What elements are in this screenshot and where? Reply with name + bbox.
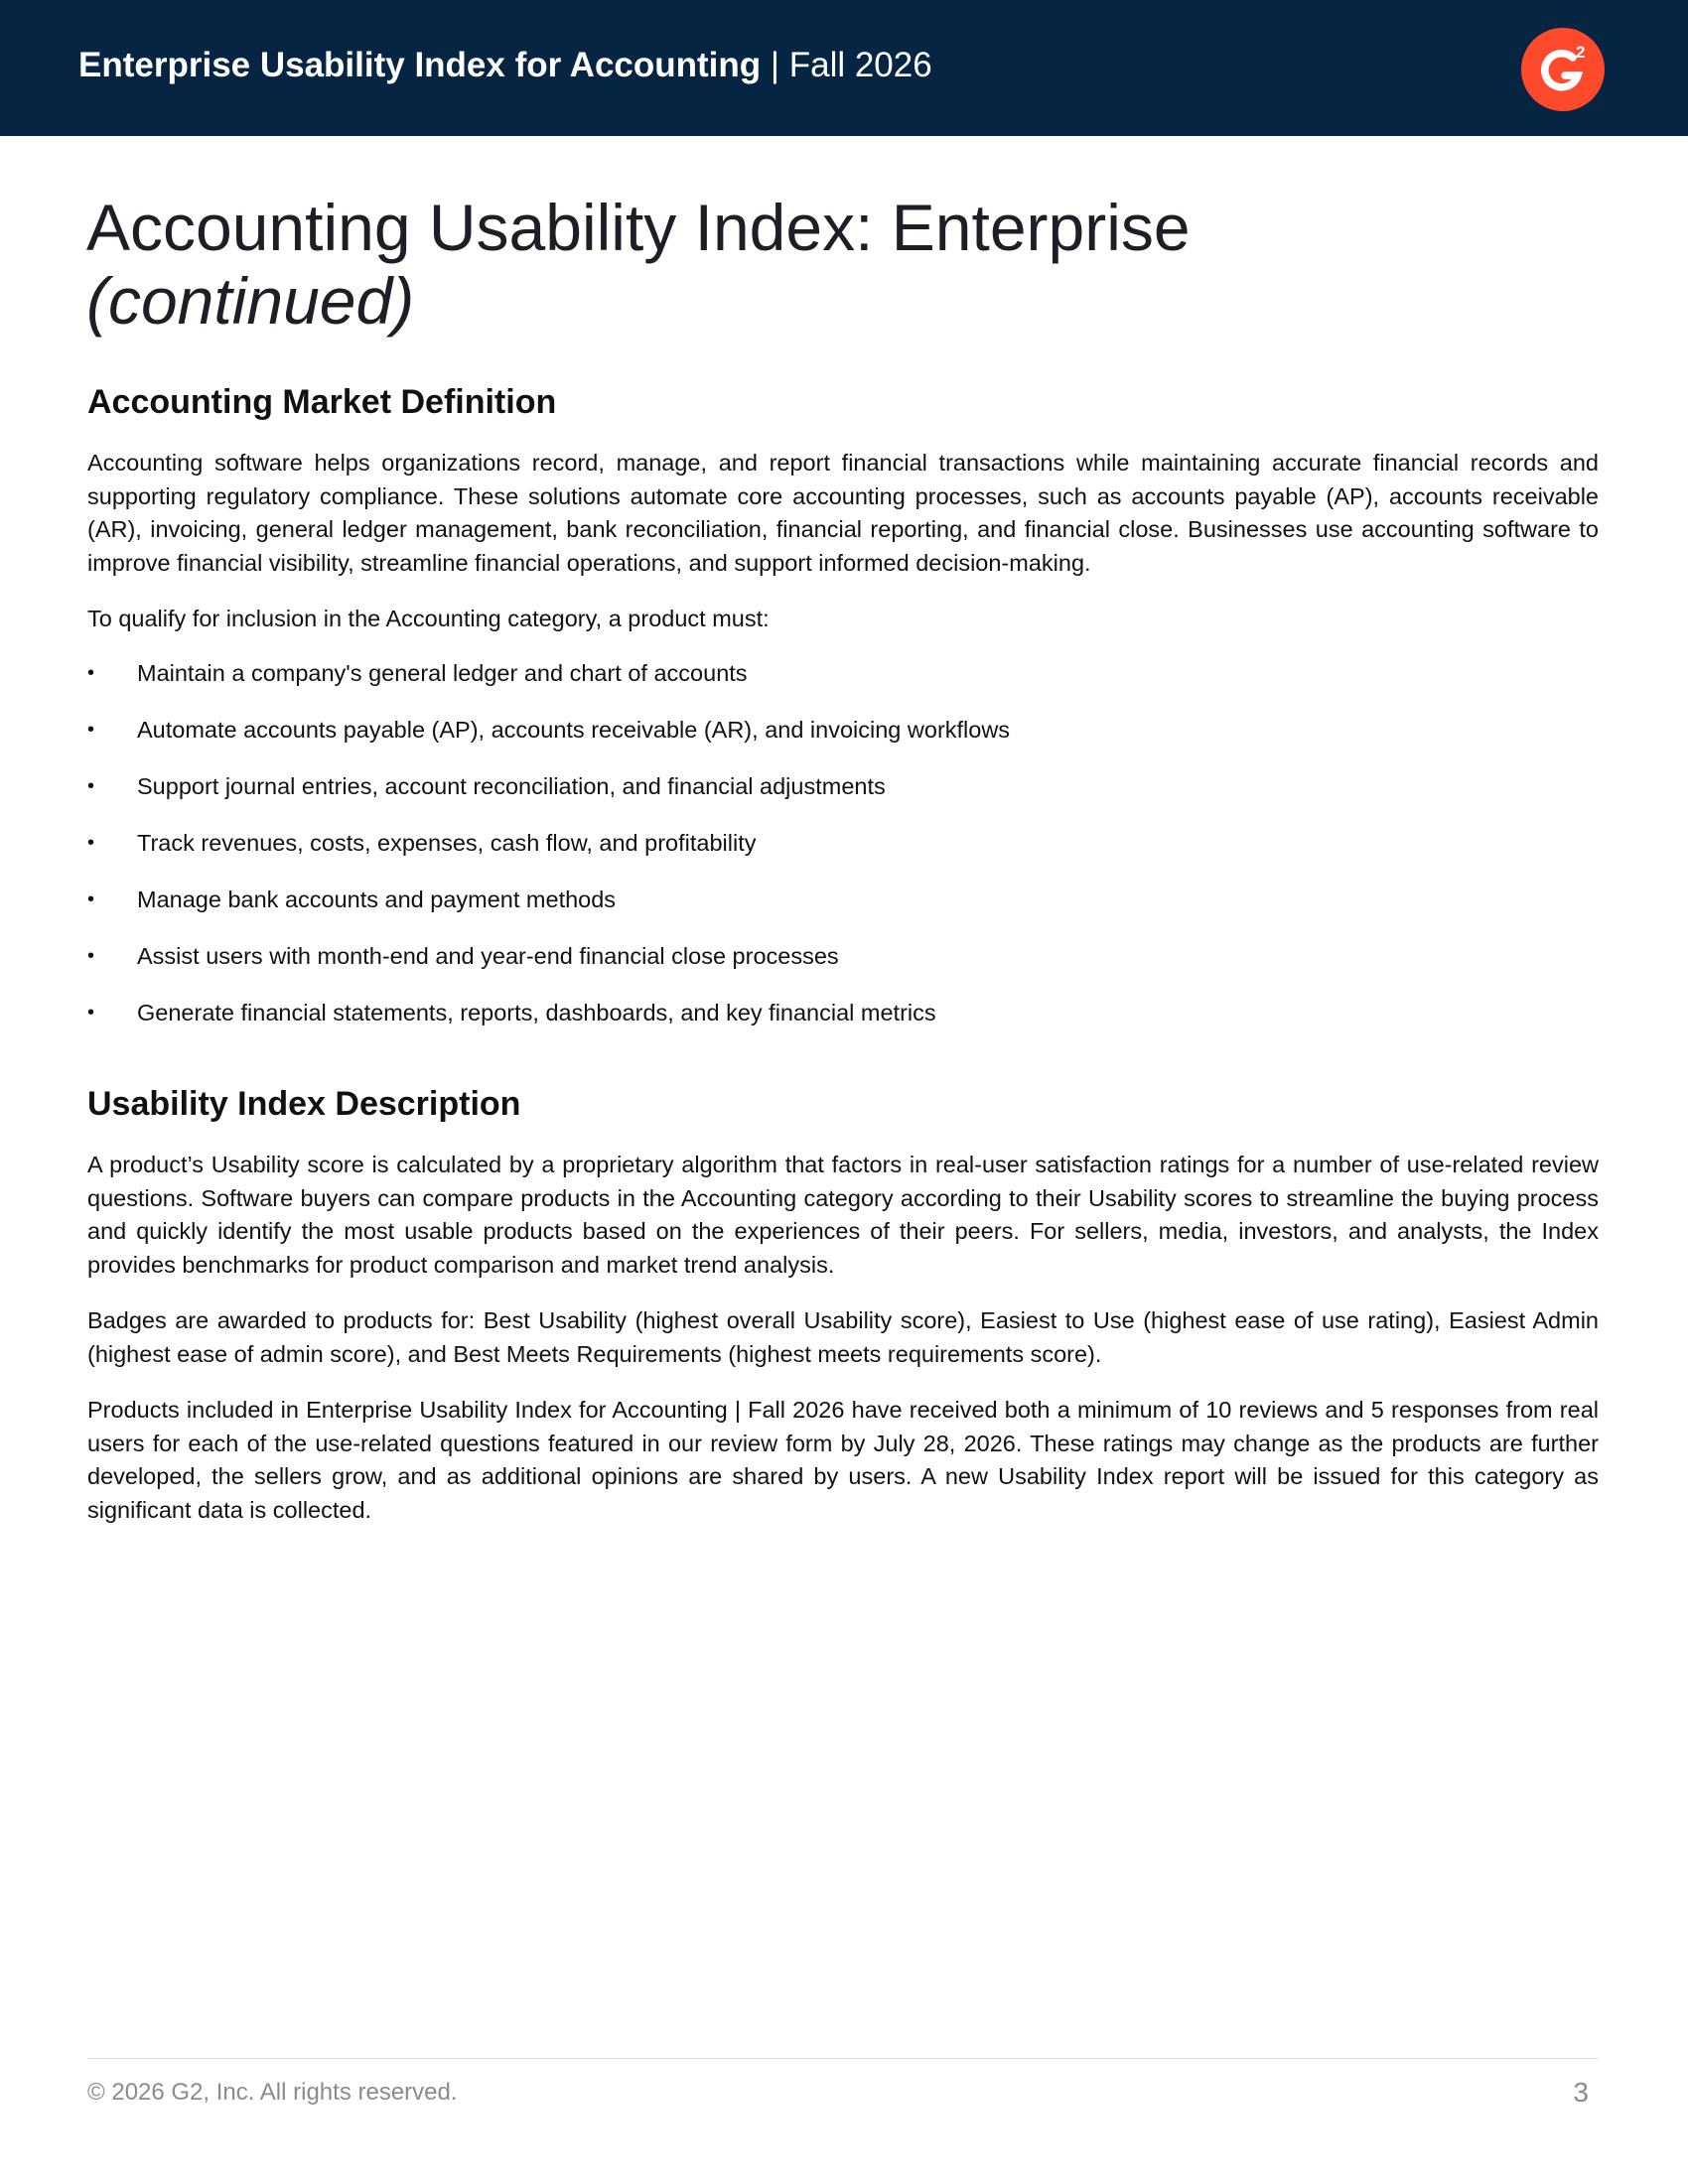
usability-paragraph-3: Products included in Enterprise Usability Index for Accounting | Fall 2026 have received both a minimum of 10 reviews and 5 responses from real users for each of the use-related questions featured in our review form by July 28, 2026. These ratings may change as the products are further developed, the sellers grow, and as additional opinions are shared by users. A new Usability Index report will be issued for this category as significant data is collected. bbox=[87, 1397, 1599, 1523]
list-item bbox=[87, 714, 1597, 770]
market-definition-paragraph: Accounting software helps organizations record, manage, and report financial transactions while maintaining accurate financial records and supporting regulatory compliance. These solutions automate core accounting processes, such as accounts payable (AP), accounts receivable (AR), invoicing, general ledger management, bank reconciliation, financial reporting, and financial close. Businesses use accounting software to improve financial visibility, streamline financial operations, and support informed decision-making. bbox=[87, 450, 1599, 576]
g2-logo-icon bbox=[1521, 28, 1605, 111]
list-item bbox=[87, 770, 1597, 827]
header-title bbox=[78, 46, 932, 85]
criteria-text: Automate accounts payable (AP), accounts receivable (AR), and invoicing workflows bbox=[137, 717, 1011, 743]
report-header bbox=[0, 0, 1688, 136]
usability-paragraph-1: A product’s Usability score is calculated by a proprietary algorithm that factors in real-user satisfaction ratings for a number of use-related review questions. Software buyers can compare products in the Accounting category according to their Usability scores to streamline the buying process and quickly identify the most usable products based on the experiences of their peers. For sellers, media, investors, and analysts, the Index provides benchmarks for product comparison and market trend analysis. bbox=[87, 1152, 1599, 1278]
criteria-text: Manage bank accounts and payment methods bbox=[137, 887, 617, 912]
criteria-text: Generate financial statements, reports, dashboards, and key financial metrics bbox=[137, 1000, 936, 1025]
criteria-list bbox=[87, 657, 1597, 1053]
header-title-bold: Enterprise Usability Index for Accounting bbox=[78, 46, 762, 84]
usability-paragraph-2: Badges are awarded to products for: Best Usability (highest overall Usability score), Easiest to Use (highest ease of use rating), Easiest Admin (highest ease of admin score), and Best Meets Requirements (highest meets requirements score). bbox=[87, 1307, 1599, 1367]
header-season: Fall 2026 bbox=[788, 46, 932, 84]
usability-description-heading: Usability Index Description bbox=[87, 1085, 521, 1123]
list-item bbox=[87, 884, 1597, 940]
criteria-text: Assist users with month-end and year-end financial close processes bbox=[137, 943, 839, 969]
criteria-text: Support journal entries, account reconciliation, and financial adjustments bbox=[137, 773, 886, 799]
qualify-intro: To qualify for inclusion in the Accounting category, a product must: bbox=[87, 606, 770, 631]
footer-copyright: © 2026 G2, Inc. All rights reserved. bbox=[87, 2079, 458, 2106]
page-title bbox=[86, 191, 1576, 338]
page-title-main: Accounting Usability Index: Enterprise bbox=[86, 191, 1191, 264]
header-separator: | bbox=[770, 46, 779, 84]
bullet: • bbox=[87, 1002, 95, 1024]
list-item bbox=[87, 940, 1597, 997]
bullet: • bbox=[87, 888, 95, 910]
bullet: • bbox=[87, 775, 95, 797]
market-definition-heading: Accounting Market Definition bbox=[87, 383, 557, 421]
list-item bbox=[87, 997, 1597, 1053]
page-number: 3 bbox=[1573, 2077, 1589, 2108]
bullet: • bbox=[87, 719, 95, 741]
footer-divider bbox=[87, 2058, 1599, 2059]
criteria-text: Maintain a company's general ledger and chart of accounts bbox=[137, 660, 748, 686]
page-title-sub: (continued) bbox=[86, 264, 415, 338]
criteria-text: Track revenues, costs, expenses, cash flow, and profitability bbox=[137, 830, 757, 856]
svg-text:2: 2 bbox=[1576, 43, 1586, 62]
bullet: • bbox=[87, 662, 95, 684]
bullet: • bbox=[87, 945, 95, 967]
list-item bbox=[87, 657, 1597, 714]
bullet: • bbox=[87, 832, 95, 854]
list-item bbox=[87, 827, 1597, 884]
